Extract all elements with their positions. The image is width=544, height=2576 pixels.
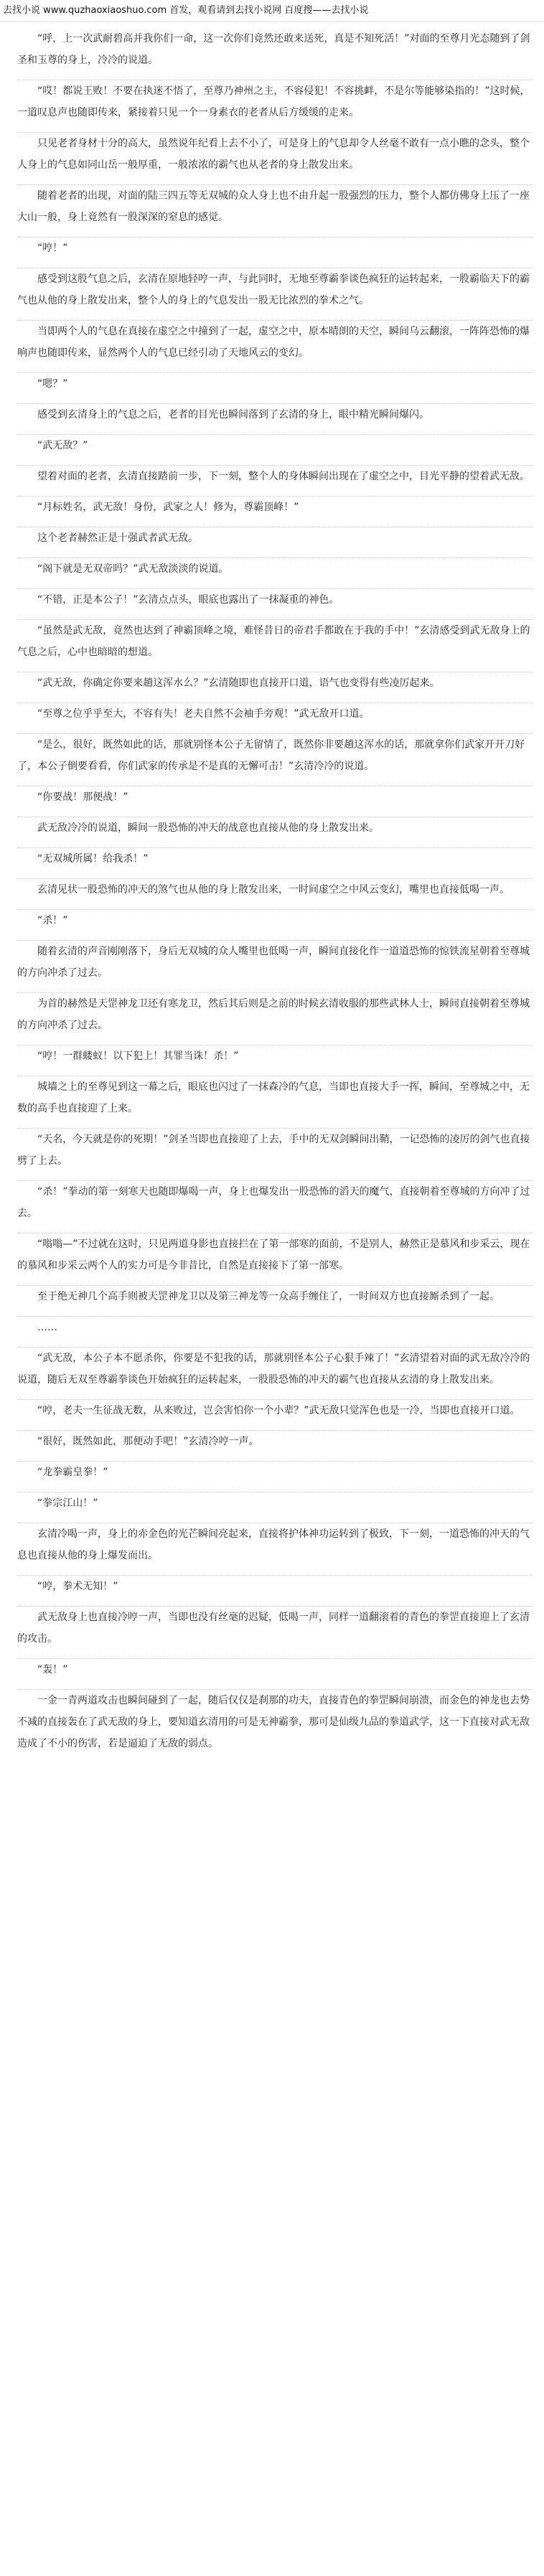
paragraph: “月标姓名，武无敌！身份，武家之人！修为，尊霸顶峰！” — [17, 496, 533, 527]
paragraph: “武无敌，本公子本不愿杀你，你要是不犯我的话，那就别怪本公子心狠手辣了！”玄清望着对面的武无敌冷冷的说道，随后无双至尊霸拳谈色开始疯狂的运转起来，一股股恐怖的冲天的霸气也直接从玄清的身上散发出来。 — [17, 1347, 533, 1399]
paragraph: “龙拳霸皇拳！” — [17, 1461, 533, 1492]
paragraph: 望着对面的老者，玄清直接踏前一步，下一刻，整个人的身体瞬间出现在了虚空之中，目光平静的望着武无敌。 — [17, 465, 533, 496]
paragraph: “哼！” — [17, 237, 533, 268]
paragraph: “拳宗江山！” — [17, 1492, 533, 1523]
paragraph: “嗡嗡—”不过就在这时，只见两道身影也直接拦在了第一部寒的面前，不是别人，赫然正是慕风和步采云，现在的慕风和步采云两个人的实力可是今非昔比，自然是直接接下了第一部寒。 — [17, 1233, 533, 1285]
paragraph: “阁下就是无双帝吗？”武无敌淡淡的说道。 — [17, 558, 533, 588]
paragraph: 这个老者赫然正是十强武者武无敌。 — [17, 527, 533, 558]
paragraph: “嗯？” — [17, 372, 533, 403]
paragraph: 至于绝无神几个高手则被天罡神龙卫以及第三神龙等一众高手缠住了，一时间双方也直接厮杀到了一起。 — [17, 1285, 533, 1316]
paragraph: 玄清冷喝一声，身上的赤金色的光芒瞬间亮起来，直接将护体神功运转到了极致，下一刻，一道恐怖的冲天的气息也直接从他的身上爆发而出。 — [17, 1523, 533, 1575]
paragraph: “哼，老夫一生征战无数，从来败过，岂会害怕你一个小辈？”武无敌只觉浑色也是一冷，当即也直接开口道。 — [17, 1399, 533, 1430]
paragraph: 城墙之上的至尊见到这一幕之后，眼底也闪过了一抹森冷的气息，当即也直接大手一挥，瞬间，至尊城之中，无数的高手也直接迎了上来。 — [17, 1076, 533, 1128]
paragraph: “杀！” — [17, 909, 533, 940]
paragraph: “无双城所属！给我杀！” — [17, 847, 533, 878]
paragraph: “至尊之位乎乎至大，不容有失！老夫自然不会袖手旁观！”武无敌开口道。 — [17, 702, 533, 733]
paragraph: 为首的赫然是天罡神龙卫还有寒龙卫，然后其后则是之前的时候玄清收服的那些武林人士，瞬间直接朝着至尊城的方向冲杀了过去。 — [17, 992, 533, 1045]
chapter-content — [0, 22, 544, 1763]
paragraph: “轰！” — [17, 1658, 533, 1689]
paragraph: …… — [17, 1316, 533, 1347]
paragraph: 随着玄清的声音刚刚落下，身后无双城的众人嘴里也低喝一声，瞬间直接化作一道道恐怖的惊铁流星朝着至尊城的方向冲杀了过去。 — [17, 940, 533, 992]
paragraph: “武无敌？” — [17, 434, 533, 465]
paragraph: 只见老者身材十分的高大，虽然说年纪看上去不小了，可是身上的气息却令人丝毫不敢有一点小瞧的念头，整个人身上的气息如同山岳一般厚重，一般浓浓的霸气也从老者的身上散发出来。 — [17, 132, 533, 184]
paragraph: “武无敌，你确定你要来趟这浑水么？”玄清随即也直接开口道，语气也变得有些凌厉起来。 — [17, 672, 533, 702]
paragraph: 玄清见状一股恐怖的冲天的煞气也从他的身上散发出来，一时间虚空之中风云变幻，嘴里也直接低喝一声。 — [17, 878, 533, 909]
paragraph: “哼，拳术无知！” — [17, 1575, 533, 1606]
paragraph: 感受到这股气息之后，玄清在原地轻哼一声，与此同时，无地至尊霸拳谈色疯狂的运转起来，一股霸临天下的霸气也从他的身上散发出来，整个人的身上的气息发出一股无比浓烈的拳术之气。 — [17, 268, 533, 320]
paragraph: 武无敌身上也直接冷哼一声，当即也没有丝毫的迟疑，低喝一声，同样一道翻滚着的青色的拳罡直接迎上了玄清的攻击。 — [17, 1606, 533, 1658]
paragraph: “你要战！那便战！” — [17, 786, 533, 817]
paragraph: 一金一青两道攻击也瞬间碰到了一起，随后仅仅是刹那的功夫，直接青色的拳罡瞬间崩溃，而金色的神龙也去势不减的直接轰在了武无敌的身上，要知道玄清用的可是无神霸拳，那可是仙级九品的拳道武学，这一下直接对武无敌造成了不小的伤害，若是逼迫了无敌的弱点。 — [17, 1689, 533, 1763]
paragraph: “哎！都说王败！不要在执迷不悟了，至尊乃神州之主，不容侵犯！不容挑衅，不是尔等能够染指的！”这时候，一道叹息声也随即传来，紧接着只见一个一身素衣的老者从后方缓缓的走来。 — [17, 80, 533, 132]
paragraph: 随着老者的出现，对面的陆三四五等无双城的众人身上也不由升起一股强烈的压力，整个人都仿佛身上压了一座大山一般，身上竟然有一股深深的窒息的感觉。 — [17, 184, 533, 237]
paragraph: “不错，正是本公子！”玄清点点头，眼底也露出了一抹凝重的神色。 — [17, 588, 533, 619]
paragraph: 当即两个人的气息在真接在虚空之中撞到了一起，虚空之中，原本晴朗的天空，瞬间乌云翻滚，一阵阵恐怖的爆响声也随即传来，显然两个人的气息已经引动了天地风云的变幻。 — [17, 320, 533, 372]
paragraph: “虽然是武无敌，竟然也达到了神霸顶峰之境，难怪昔日的帝君手都敢在于我的手中！”玄清感受到武无敌身上的气息之后，心中也暗暗的想道。 — [17, 619, 533, 672]
paragraph: 感受到玄清身上的气息之后，老者的目光也瞬间落到了玄清的身上，眼中精光瞬间爆闪。 — [17, 403, 533, 434]
site-banner: 去找小说 www.quzhaoxiaoshuo.com 首发，观看请到去找小说网 百度搜——去找小说 — [0, 0, 544, 22]
paragraph: “天名，今天就是你的死期！”剑圣当即也直接迎了上去，手中的无双剑瞬间出鞘，一记恐怖的凌厉的剑气也直接劈了上去。 — [17, 1128, 533, 1180]
paragraph: “是么，很好，既然如此的话，那就别怪本公子无留情了，既然你非要趟这浑水的话，那就拿你们武家开开刀好了，本公子倒要看看，你们武家的传承是不是真的无懈可击！”玄清冷冷的说道。 — [17, 733, 533, 786]
paragraph: “哼！一群蝼蚁！以下犯上！其罪当诛！杀！” — [17, 1045, 533, 1076]
paragraph: “呼，上一次武耐碧高并我你们一命，这一次你们竟然还敢来送死，真是不知死活！”对面的至尊月光态随到了剑圣和玉尊的身上，冷冷的说道。 — [17, 33, 530, 66]
paragraph: “很好，既然如此，那便动手吧！”玄清冷哼一声。 — [17, 1430, 533, 1461]
paragraph: 武无敌冷冷的说道，瞬间一股恐怖的冲天的战意也直接从他的身上散发出来。 — [17, 817, 533, 847]
paragraph: “杀！”拳动的第一刻寒天也随即爆喝一声，身上也爆发出一股恐怖的滔天的魔气，直接朝着至尊城的方向冲了过去。 — [17, 1180, 533, 1233]
